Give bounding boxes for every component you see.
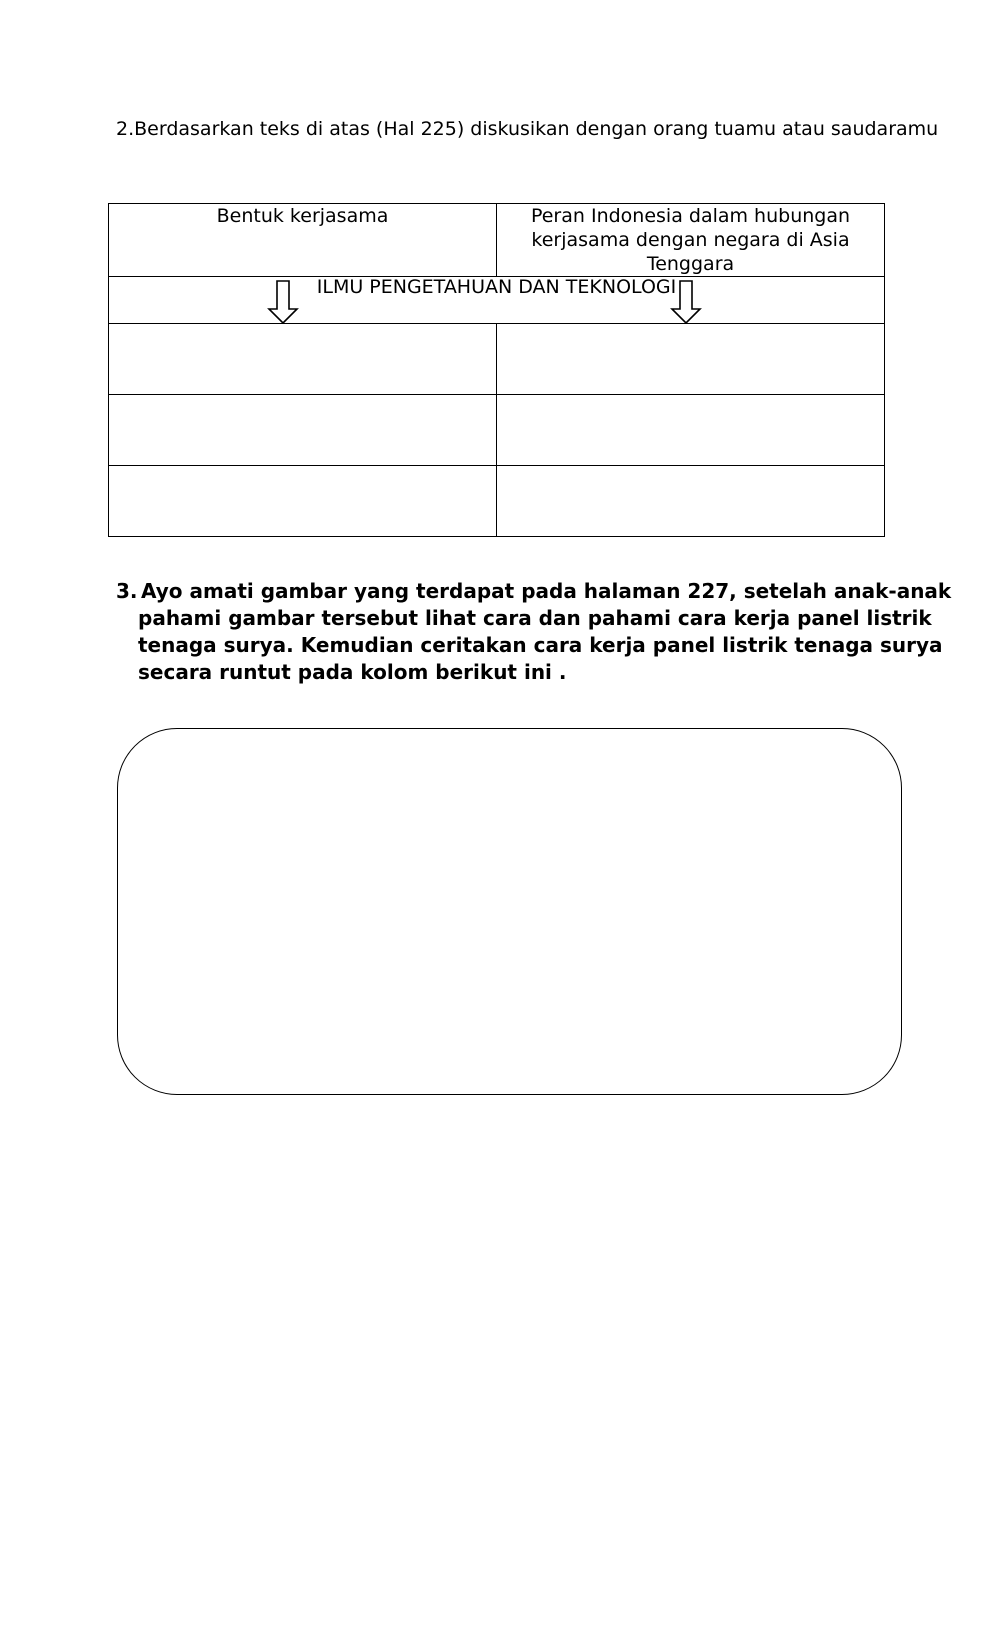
answer-cell-cooperation[interactable]: [109, 466, 497, 537]
question-2-instruction: 2.Berdasarkan teks di atas (Hal 225) diskusikan dengan orang tuamu atau saudaramu: [116, 118, 939, 140]
answer-row: [109, 466, 885, 537]
instruction-line: Ayo amati gambar yang terdapat pada halaman 227, setelah anak-anak: [141, 579, 952, 603]
section-row: [109, 277, 885, 324]
instruction-line: tenaga surya. Kemudian ceritakan cara kerja panel listrik tenaga surya: [138, 633, 943, 657]
answer-row: [109, 324, 885, 395]
answer-cell-role[interactable]: [497, 324, 885, 395]
question-3-instruction: [116, 578, 952, 686]
instruction-line: pahami gambar tersebut lihat cara dan pahami cara kerja panel listrik: [138, 606, 932, 630]
answer-cell-role[interactable]: [497, 395, 885, 466]
answer-cell-cooperation[interactable]: [109, 324, 497, 395]
cooperation-table: [108, 203, 885, 537]
table-header-row: [109, 204, 885, 277]
answer-box[interactable]: [117, 728, 902, 1095]
answer-row: [109, 395, 885, 466]
answer-cell-cooperation[interactable]: [109, 395, 497, 466]
answer-cell-role[interactable]: [497, 466, 885, 537]
question-number: 3.: [116, 579, 138, 603]
section-label: ILMU PENGETAHUAN DAN TEKNOLOGI: [316, 276, 677, 298]
down-arrow-icon: [669, 279, 703, 325]
down-arrow-icon: [266, 279, 300, 325]
header-indonesia-role: Peran Indonesia dalam hubungan kerjasama dengan negara di Asia Tenggara: [497, 204, 885, 277]
instruction-line: secara runtut pada kolom berikut ini .: [138, 660, 567, 684]
section-cell: [109, 277, 885, 324]
header-cooperation-form: Bentuk kerjasama: [109, 204, 497, 277]
